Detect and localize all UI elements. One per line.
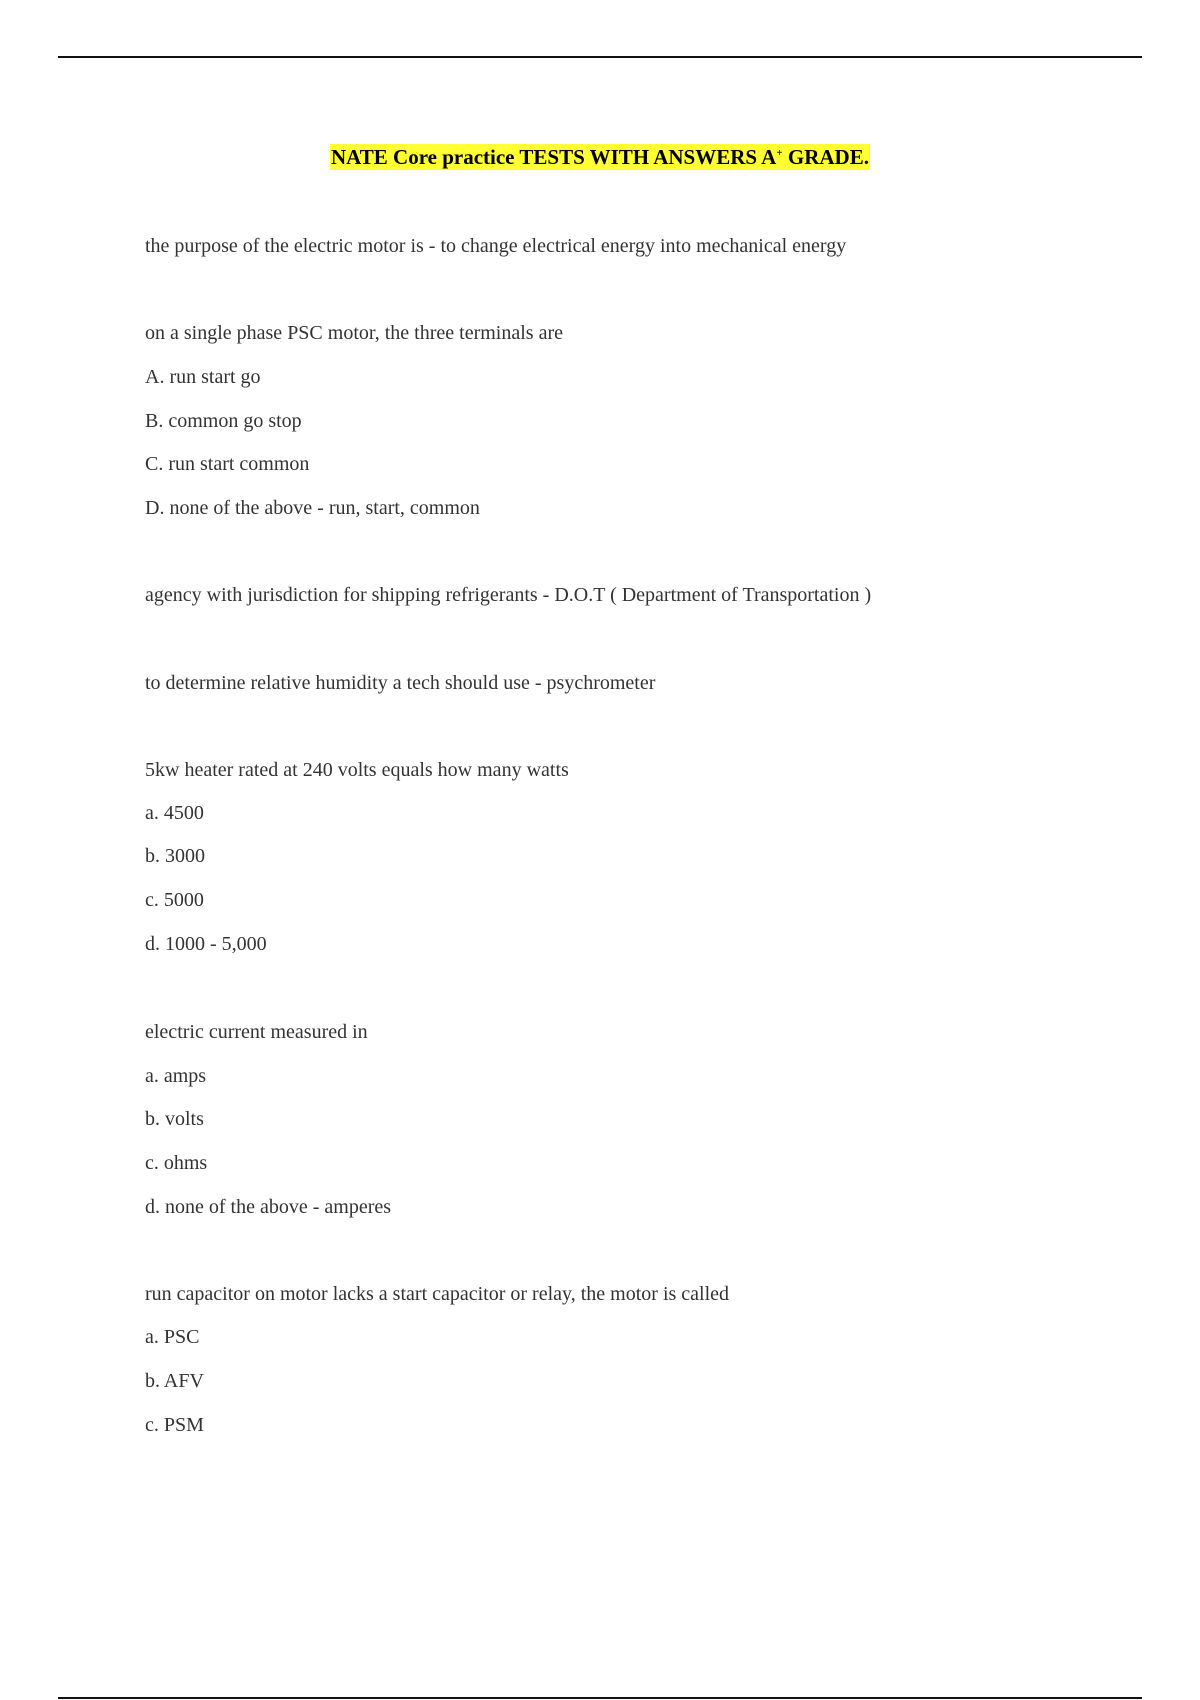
option-b: b. volts — [145, 1108, 204, 1130]
option-d-answer: d. 1000 - 5,000 — [145, 933, 267, 955]
option-b: B. common go stop — [145, 410, 302, 432]
option-a: A. run start go — [145, 366, 261, 388]
title-superscript: + — [776, 147, 783, 159]
title-block — [0, 144, 1200, 170]
option-d-answer: D. none of the above - run, start, common — [145, 497, 480, 519]
option-a: a. amps — [145, 1065, 207, 1087]
option-b: b. 3000 — [145, 845, 205, 867]
title-main: NATE Core practice TESTS WITH ANSWERS A — [331, 145, 777, 169]
question-run-capacitor: run capacitor on motor lacks a start capacitor or relay, the motor is called — [145, 1283, 730, 1305]
footer-rule — [58, 1697, 1142, 1699]
title-end: GRADE. — [782, 145, 869, 169]
option-a: a. 4500 — [145, 802, 204, 824]
option-d-answer: d. none of the above - amperes — [145, 1196, 392, 1218]
header-rule — [58, 56, 1142, 58]
question-refrigerant-agency: agency with jurisdiction for shipping refrigerants - D.O.T ( Department of Transportation ) — [145, 584, 872, 606]
option-c: C. run start common — [145, 453, 310, 475]
question-electric-current: electric current measured in — [145, 1021, 368, 1043]
option-c: c. ohms — [145, 1152, 208, 1174]
option-a: a. PSC — [145, 1326, 200, 1348]
question-heater-watts: 5kw heater rated at 240 volts equals how many watts — [145, 759, 569, 781]
document-title — [330, 144, 870, 170]
option-c: c. 5000 — [145, 889, 204, 911]
question-motor-purpose: the purpose of the electric motor is - to change electrical energy into mechanical energy — [145, 235, 847, 257]
question-psc-terminals: on a single phase PSC motor, the three terminals are — [145, 322, 563, 344]
question-relative-humidity: to determine relative humidity a tech should use - psychrometer — [145, 672, 656, 694]
option-c: c. PSM — [145, 1414, 204, 1436]
option-b: b. AFV — [145, 1370, 204, 1392]
